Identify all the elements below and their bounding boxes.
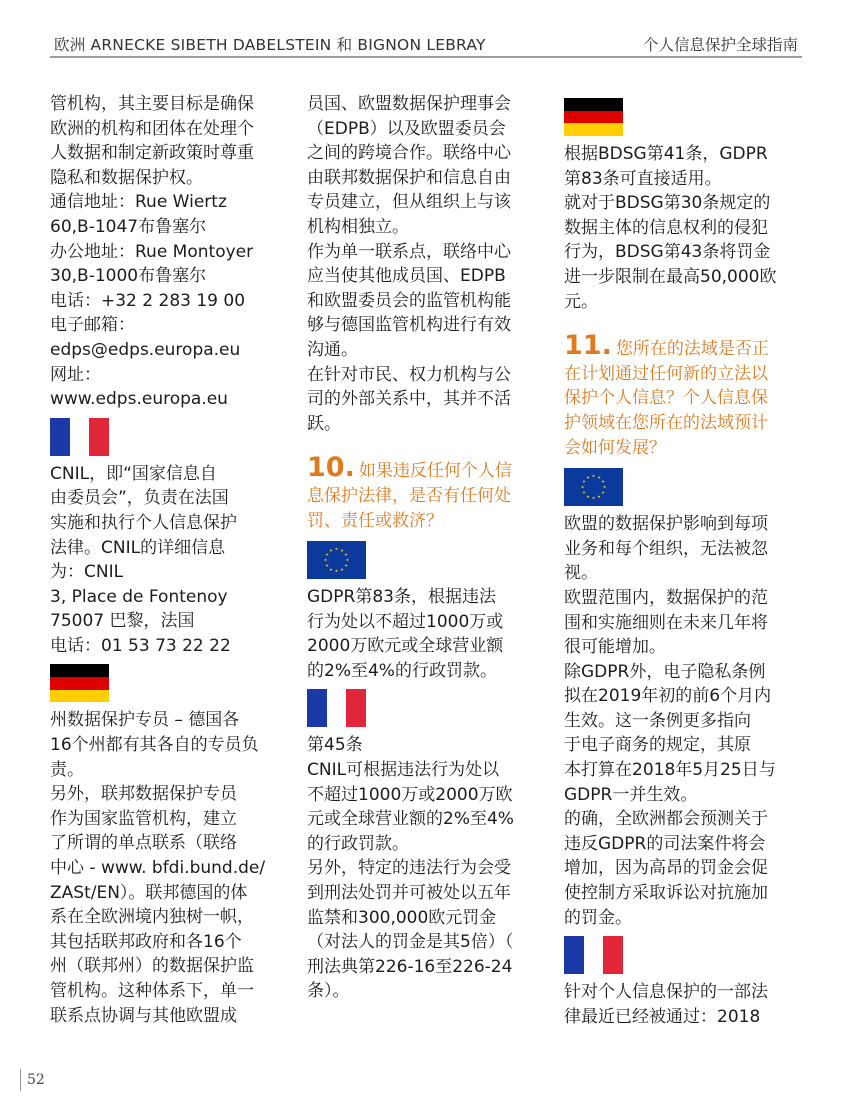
col3-text-block-1 [564,142,809,314]
col1-text-block-1 [50,92,295,412]
text-line: 中心 - www. bfdi.bund.de/ [50,858,266,879]
text-line: 电子邮箱： [50,315,135,336]
text-line: 专员建立，但从组织上与该 [307,192,511,213]
eu-star-icon [324,558,327,561]
germany-flag-icon [50,664,109,702]
text-line: 司的外部关系中，其并不活 [307,389,511,410]
text-line: 针对个人信息保护的一部法 [564,982,768,1003]
text-line: 的2%至4%的行政罚款。 [307,660,497,681]
header-firm-names: 欧洲 ARNECKE SIBETH DABELSTEIN 和 BIGNON LEBRAY [54,36,486,54]
eu-star-icon [340,549,343,552]
text-line: 到刑法处罚并可被处以五年 [307,883,511,904]
text-line: 网址： [50,364,101,385]
text-line: 元或全球营业额的2%至4% [307,809,514,830]
eu-star-icon [602,480,605,483]
text-line: 行为处以不超过1000万或 [307,611,504,632]
text-line: 作为国家监管机构，建立 [50,808,237,829]
eu-star-icon [603,486,606,489]
text-line: 3, Place de Fontenoy [50,586,228,607]
eu-flag-icon [307,541,366,579]
col2-text-block-3 [307,733,552,1004]
column-2 [307,92,552,1004]
text-line: 监禁和300,000欧元罚金 [307,907,497,928]
text-line: 进一步限制在最高50,000欧 [564,266,777,287]
col1-text-block-3 [50,708,295,1028]
eu-star-icon [592,475,595,478]
text-line: 欧洲的机构和团体在处理个 [50,118,254,139]
eu-star-icon [340,568,343,571]
question-11-line: 您所在的法域是否正 [615,339,769,360]
header-guide-title: 个人信息保护全球指南 [642,36,798,54]
text-line: CNIL，即“国家信息自 [50,463,217,484]
france-flag-icon [564,936,623,974]
text-line: 其包括联邦政府和各16个 [50,931,242,952]
text-line: 隐私和数据保护权。 [50,167,203,188]
question-10-line: 如果违反任何个人信 [358,461,512,482]
col2-text-block-2 [307,585,552,683]
text-line: 另外，联邦数据保护专员 [50,784,237,805]
eu-flag-icon [564,468,623,506]
page-header [50,30,802,58]
text-line: 机构相独立。 [307,216,409,237]
text-line: 30,B-1000布鲁塞尔 [50,266,207,287]
eu-star-icon [335,569,338,572]
text-line: 在针对市民、权力机构与公 [307,364,511,385]
text-line: 管机构，其主要目标是确保 [50,94,254,114]
text-line: 由委员会”，负责在法国 [50,488,229,509]
text-line: 数据主体的信息权利的侵犯 [564,217,768,238]
text-line: 通信地址：Rue Wiertz [50,192,227,213]
question-10-line: 罚、责任或救济？ [307,510,443,531]
text-line: 条）。 [307,981,350,1002]
question-11 [564,330,809,460]
eu-star-icon [329,549,332,552]
text-line: 作为单一联系点，联络中心 [307,241,511,262]
eu-star-icon [581,486,584,489]
text-line: GDPR第83条，根据违法 [307,587,496,608]
text-line: 州（联邦州）的数据保护监 [50,956,254,977]
eu-star-icon [582,480,585,483]
text-line: 为：CNIL [50,562,124,583]
text-line: 管机构。这种体系下，单一 [50,981,254,1001]
text-line: 增加，因为高昂的罚金会促 [564,858,768,879]
eu-star-icon [325,564,328,567]
text-line: 16个州都有其各自的专员负 [50,735,259,756]
eu-star-icon [329,568,332,571]
text-line: 的罚金。 [564,907,632,928]
text-line: 欧盟的数据保护影响到每项 [564,514,768,535]
text-line: edps@edps.europa.eu [50,339,241,360]
col3-text-block-3 [564,980,809,1029]
eu-stars [307,541,366,579]
eu-star-icon [325,553,328,556]
text-line: 的确，全欧洲都会预测关于 [564,809,768,830]
text-line: 应当使其他成员国、EDPB [307,266,506,287]
text-line: 根据BDSG第41条，GDPR [564,144,768,164]
question-11-line: 在计划通过任何新的立法以 [564,363,768,384]
text-line: 元。 [564,291,598,312]
text-line: 办公地址：Rue Montoyer [50,241,254,262]
text-line: 75007 巴黎，法国 [50,611,195,632]
question-10-line: 息保护法律，是否有任何处 [307,485,511,506]
text-line: 法律。CNIL的详细信息 [50,537,226,558]
eu-star-icon [335,547,338,550]
question-11-line: 会如何发展？ [564,437,666,458]
text-line: 由联邦数据保护和信息自由 [307,167,511,188]
eu-stars [564,468,623,506]
text-line: 之间的跨境合作。联络中心 [307,143,511,164]
question-10-number: 10. [307,452,355,484]
text-line: 电话：01 53 73 22 22 [50,635,231,656]
text-line: www.edps.europa.eu [50,389,228,410]
text-line: 责。 [50,759,84,780]
text-line: 联系点协调与其他欧盟成 [50,1005,237,1026]
text-line: 员国、欧盟数据保护理事会 [307,94,511,114]
eu-star-ring [581,475,606,500]
eu-star-icon [597,495,600,498]
text-line: 跃。 [307,413,341,434]
question-11-line: 保护个人信息？个人信息保 [564,388,768,409]
germany-flag-icon [564,98,623,136]
text-line: 和欧盟委员会的监管机构能 [307,290,511,311]
text-line: 于电子商务的规定，其原 [564,735,751,756]
text-line: 够与德国监管机构进行有效 [307,315,511,336]
france-flag-icon [50,418,109,456]
eu-star-icon [345,564,348,567]
france-flag-icon [307,689,366,727]
column-3 [564,98,809,1029]
eu-star-icon [597,476,600,479]
question-10 [307,452,552,533]
text-line: 除GDPR外，电子隐私条例 [564,661,766,682]
text-line: GDPR一并生效。 [564,784,698,805]
text-line: 就对于BDSG第30条规定的 [564,193,771,214]
text-line: 第45条 [307,735,363,756]
question-11-number: 11. [564,330,612,362]
eu-star-icon [582,491,585,494]
eu-star-icon [586,495,589,498]
eu-star-ring [324,547,349,572]
col1-text-block-2 [50,462,295,659]
text-line: 本打算在2018年5月25日与 [564,760,776,781]
text-line: 电话：+32 2 283 19 00 [50,290,246,311]
text-line: 生效。这一条例更多指向 [564,710,751,731]
text-line: 行为，BDSG第43条将罚金 [564,242,771,263]
text-line: 第83条可直接适用。 [564,168,722,189]
text-line: 不超过1000万或2000万欧 [307,784,513,805]
text-line: 2000万欧元或全球营业额 [307,636,504,657]
eu-star-icon [592,497,595,500]
text-line: 很可能增加。 [564,637,666,658]
page-number: 52 [20,1069,45,1091]
text-line: 系在全欧洲境内独树一帜， [50,907,254,928]
question-11-line: 护领域在您所在的法域预计 [564,412,768,433]
column-1 [50,92,295,1028]
text-line: 60,B-1047布鲁塞尔 [50,216,207,237]
text-line: 人数据和制定新政策时尊重 [50,143,254,164]
text-line: （对法人的罚金是其5倍）（ [307,932,514,953]
eu-star-icon [602,491,605,494]
text-line: 的行政罚款。 [307,833,409,854]
text-line: CNIL可根据违法行为处以 [307,760,500,781]
text-line: 围和实施细则在未来几年将 [564,612,768,633]
text-line: 使控制方采取诉讼对抗施加 [564,883,768,904]
text-line: 刑法典第226-16至226-24 [307,956,513,977]
text-line: 业务和每个组织，无法被忽 [564,538,768,559]
eu-star-icon [345,553,348,556]
col2-text-block-1 [307,92,552,436]
text-line: 州数据保护专员 – 德国各 [50,710,240,731]
eu-star-icon [586,476,589,479]
text-line: 欧盟范围内，数据保护的范 [564,587,768,608]
text-line: （EDPB）以及欧盟委员会 [307,118,506,139]
text-line: 了所谓的单点联系（联络 [50,833,237,854]
text-line: 实施和执行个人信息保护 [50,512,237,533]
text-line: 违反GDPR的司法案件将会 [564,833,766,854]
text-line: 沟通。 [307,339,358,360]
text-line: ZASt/EN）。联邦德国的体 [50,882,248,903]
col3-text-block-2 [564,512,809,930]
text-line: 另外，特定的违法行为会受 [307,858,511,879]
text-line: 拟在2019年初的前6个月内 [564,686,772,707]
text-line: 视。 [564,563,598,584]
eu-star-icon [346,558,349,561]
text-line: 律最近已经被通过：2018 [564,1006,761,1027]
